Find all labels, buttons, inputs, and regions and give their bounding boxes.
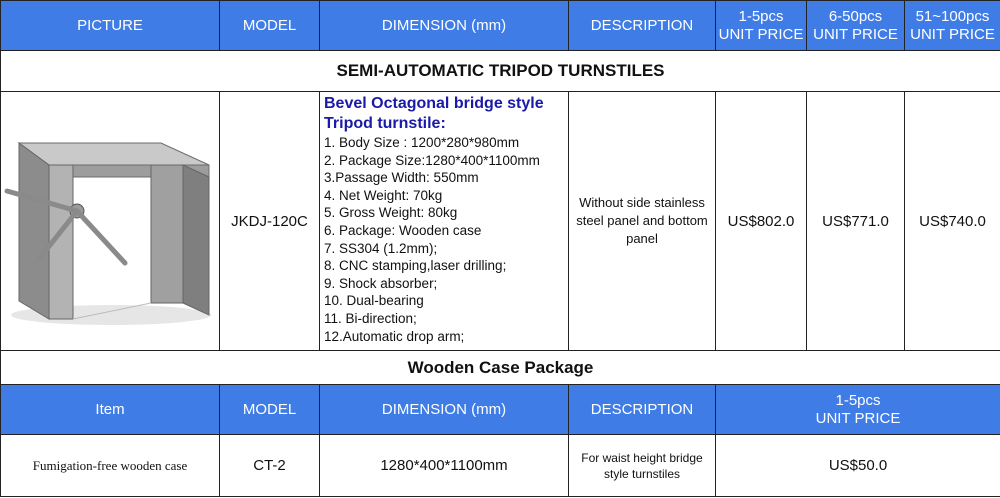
header-price-6-50 bbox=[807, 1, 905, 51]
product-row bbox=[1, 92, 1000, 351]
header2-row bbox=[1, 385, 1000, 435]
header-price-6-50-label: UNIT PRICE bbox=[813, 25, 898, 43]
spec-line: 5. Gross Weight: 80kg bbox=[324, 205, 458, 221]
section1-title-row bbox=[1, 51, 1000, 92]
product-picture bbox=[1, 92, 220, 351]
spec-line: 7. SS304 (1.2mm); bbox=[324, 240, 438, 256]
spec-line: 11. Bi-direction; bbox=[324, 310, 417, 326]
product-description bbox=[569, 92, 716, 351]
description-line: Without side stainless bbox=[579, 195, 705, 210]
header-price-51-100-qty: 51~100pcs bbox=[915, 7, 990, 25]
spec-line: 2. Package Size:1280*400*1100mm bbox=[324, 152, 540, 168]
product-spec bbox=[320, 92, 569, 351]
header-description: DESCRIPTION bbox=[569, 1, 716, 51]
spec-line: 8. CNC stamping,laser drilling; bbox=[324, 258, 507, 274]
header-price-1-5 bbox=[716, 1, 807, 51]
spec-line: 12.Automatic drop arm; bbox=[324, 328, 465, 344]
spec-line: 6. Package: Wooden case bbox=[324, 222, 482, 238]
header-price-51-100-label: UNIT PRICE bbox=[910, 25, 995, 43]
section2-title: Wooden Case Package bbox=[1, 351, 1000, 385]
header-price-1-5-label: UNIT PRICE bbox=[718, 25, 804, 43]
header2-description: DESCRIPTION bbox=[569, 385, 716, 435]
spec-line: 10. Dual-bearing bbox=[324, 293, 424, 309]
header-price-1-5-qty: 1-5pcs bbox=[738, 7, 784, 25]
product-model: JKDJ-120C bbox=[220, 92, 320, 351]
header-price-51-100 bbox=[905, 1, 1000, 51]
product-title-line-1: Bevel Octagonal bridge style bbox=[324, 95, 544, 112]
header2-price-qty: 1-5pcs bbox=[835, 391, 881, 409]
package-item: Fumigation-free wooden case bbox=[1, 435, 220, 497]
tripod-turnstile-icon bbox=[1, 93, 218, 350]
header2-item: Item bbox=[1, 385, 220, 435]
section2-title-row bbox=[1, 351, 1000, 385]
description-line: steel panel and bottom bbox=[576, 213, 708, 228]
header2-price-label: UNIT PRICE bbox=[815, 409, 901, 427]
spec-line: 4. Net Weight: 70kg bbox=[324, 187, 443, 203]
description-line: panel bbox=[626, 231, 658, 246]
header-row bbox=[1, 1, 1000, 51]
header2-model: MODEL bbox=[220, 385, 320, 435]
package-description-line: For waist height bridge bbox=[581, 450, 703, 465]
product-price-51-100: US$740.0 bbox=[905, 92, 1000, 351]
package-row bbox=[1, 435, 1000, 497]
spec-line: 1. Body Size : 1200*280*980mm bbox=[324, 135, 520, 150]
header-price-6-50-qty: 6-50pcs bbox=[828, 7, 883, 25]
package-dimension: 1280*400*1100mm bbox=[320, 435, 569, 497]
spec-line: 9. Shock absorber; bbox=[324, 275, 438, 291]
product-title-line-2: Tripod turnstile: bbox=[324, 115, 446, 132]
header-model: MODEL bbox=[220, 1, 320, 51]
header2-price bbox=[716, 385, 1000, 435]
header2-dimension: DIMENSION (mm) bbox=[320, 385, 569, 435]
package-model: CT-2 bbox=[220, 435, 320, 497]
header-picture: PICTURE bbox=[1, 1, 220, 51]
spec-line: 3.Passage Width: 550mm bbox=[324, 170, 479, 186]
package-description bbox=[569, 435, 716, 497]
package-price: US$50.0 bbox=[716, 435, 1000, 497]
product-price-1-5: US$802.0 bbox=[716, 92, 807, 351]
section1-title: SEMI-AUTOMATIC TRIPOD TURNSTILES bbox=[1, 51, 1000, 92]
package-description-line: style turnstiles bbox=[603, 466, 681, 481]
header-dimension: DIMENSION (mm) bbox=[320, 1, 569, 51]
product-price-6-50: US$771.0 bbox=[807, 92, 905, 351]
